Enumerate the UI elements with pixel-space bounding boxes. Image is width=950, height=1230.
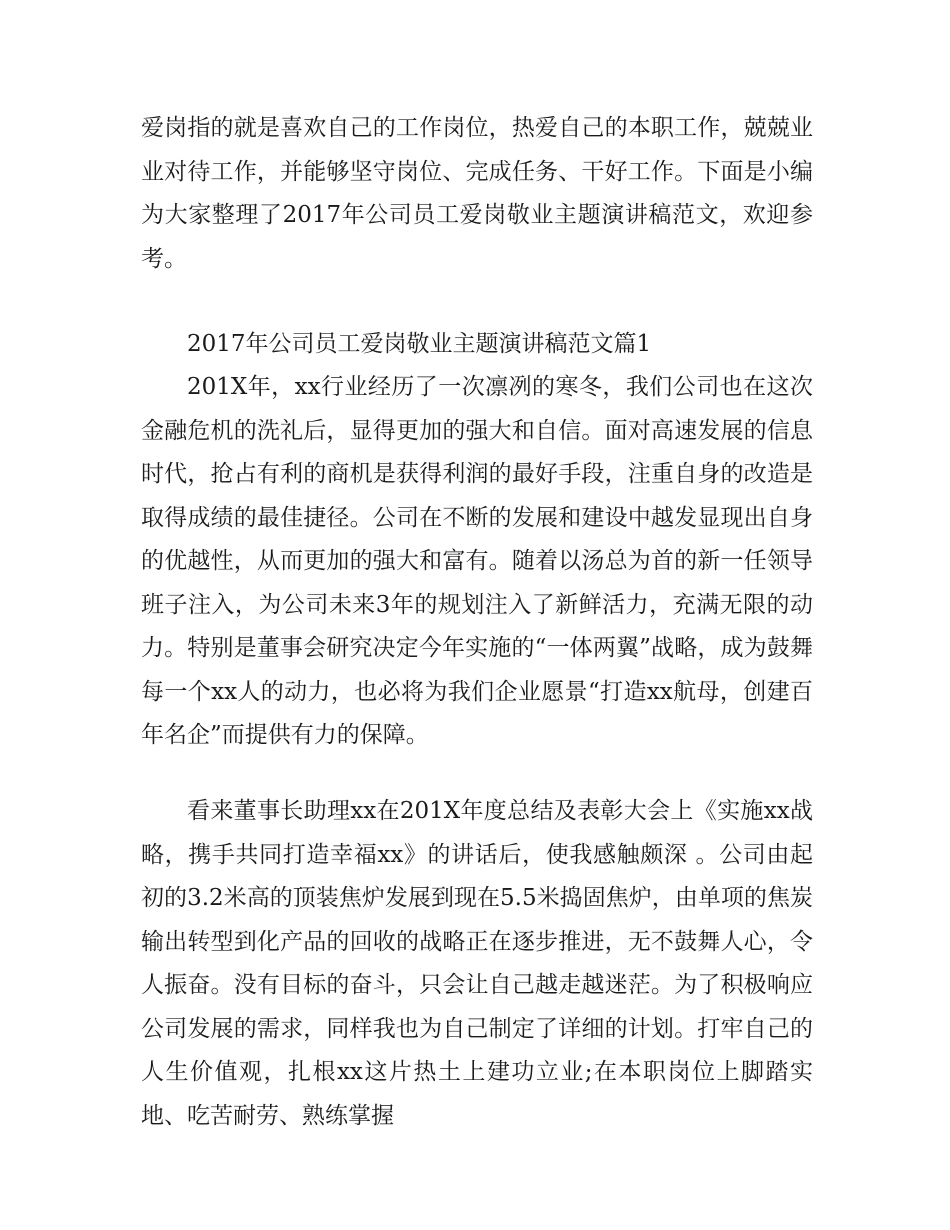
body-paragraph: 201X年，xx行业经历了一次凛冽的寒冬，我们公司也在这次金融危机的洗礼后，显得更加的强大和自信。面对高速发展的信息时代，抢占有利的商机是获得利润的最好手段，注重自身的改造是取得成绩的最佳捷径。公司在不断的发展和建设中越发显现出自身的优越性，从而更加的强大和富有。随着以汤总为首的新一任领导班子注入，为公司未来3年的规划注入了新鲜活力，充满无限的动力。特别是董事会研究决定今年实施的“一体两翼”战略，成为鼓舞每一个xx人的动力，也必将为我们企业愿景“打造xx航母，创建百年名企”而提供有力的保障。	[141, 374, 813, 748]
intro-paragraph: 爱岗指的就是喜欢自己的工作岗位，热爱自己的本职工作，兢兢业业对待工作，并能够坚守岗位、完成任务、干好工作。下面是小编为大家整理了2017年公司员工爱岗敬业主题演讲稿范文，欢迎参考。	[141, 115, 813, 272]
section-title: 2017年公司员工爱岗敬业主题演讲稿范文篇1	[187, 331, 652, 357]
body-paragraph: 看来董事长助理xx在201X年度总结及表彰大会上《实施xx战略，携手共同打造幸福xx》的讲话后，使我感触颇深 。公司由起初的3.2米高的顶装焦炉发展到现在5.5米捣固焦炉，由单项的焦炭输出转型到化产品的回收的战略正在逐步推进，无不鼓舞人心，令人振奋。没有目标的奋斗，只会让自己越走越迷茫。为了积极响应公司发展的需求，同样我也为自己制定了详细的计划。打牢自己的人生价值观，扎根xx这片热土上建功立业;在本职岗位上脚踏实地、吃苦耐劳、熟练掌握	[141, 798, 813, 1129]
